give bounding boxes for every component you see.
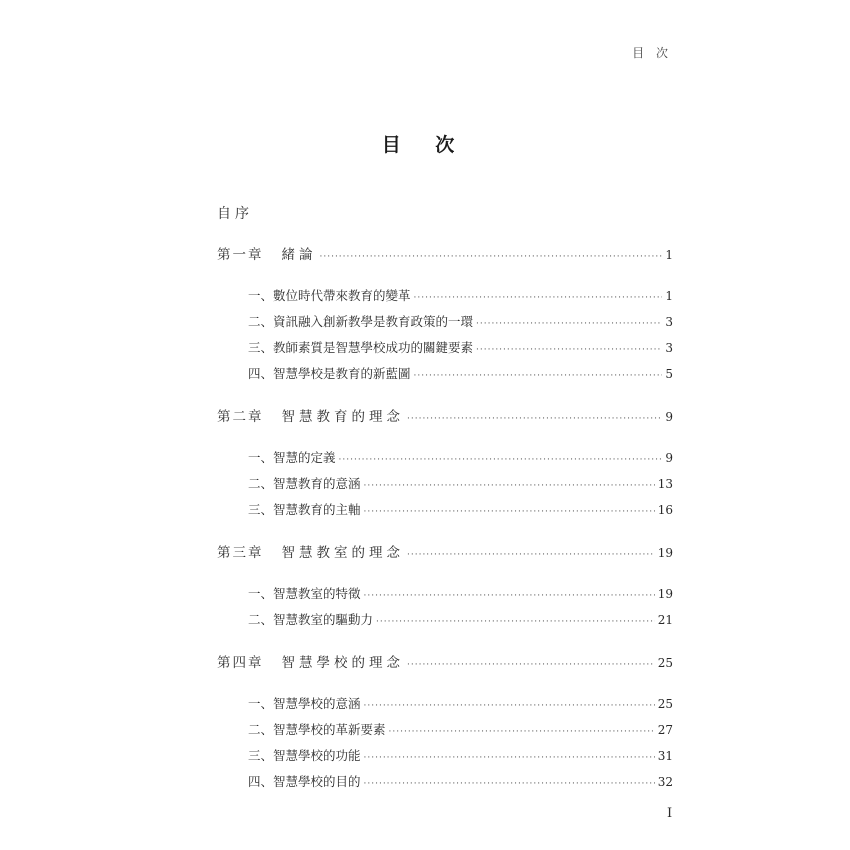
dot-leader <box>364 499 655 525</box>
toc-chapter-4 <box>217 652 673 795</box>
section-entry <box>217 283 673 309</box>
section-label: 一、智慧教室的特徵 <box>248 586 361 601</box>
section-page-number: 13 <box>657 477 673 491</box>
dot-leader <box>407 544 655 566</box>
dot-leader <box>364 583 655 609</box>
section-entry <box>217 769 673 795</box>
section-label: 四、智慧學校是教育的新藍圖 <box>248 366 411 381</box>
section-entry <box>217 361 673 387</box>
dot-leader <box>364 771 655 797</box>
section-entry <box>217 743 673 769</box>
dot-leader <box>414 363 663 389</box>
section-page-number: 25 <box>657 697 673 711</box>
section-page-number: 27 <box>657 723 673 737</box>
section-page-number: 3 <box>665 315 673 329</box>
dot-leader <box>407 408 662 430</box>
section-entry <box>217 471 673 497</box>
section-entry <box>217 717 673 743</box>
section-page-number: 1 <box>665 289 673 303</box>
chapter-entry <box>217 542 673 564</box>
table-of-contents <box>217 203 673 814</box>
chapter-entry <box>217 652 673 674</box>
page-folio: I <box>667 806 673 821</box>
section-entry <box>217 691 673 717</box>
dot-leader <box>476 337 662 363</box>
toc-preface: 自序 <box>217 206 253 222</box>
chapter-number: 第三章 <box>217 545 264 561</box>
chapter-page-number: 9 <box>665 410 673 424</box>
section-label: 三、智慧學校的功能 <box>248 748 361 763</box>
dot-leader <box>364 693 655 719</box>
section-page-number: 21 <box>657 613 673 627</box>
section-label: 一、智慧的定義 <box>248 450 336 465</box>
section-label: 三、智慧教育的主軸 <box>248 502 361 517</box>
section-page-number: 19 <box>657 587 673 601</box>
toc-chapter-3 <box>217 542 673 633</box>
section-entry <box>217 309 673 335</box>
chapter-name: 智慧教室的理念 <box>281 545 404 561</box>
chapter-name: 緒論 <box>281 247 317 263</box>
section-page-number: 5 <box>665 367 673 381</box>
section-label: 二、智慧學校的革新要素 <box>248 722 386 737</box>
page-title: 目 次 <box>381 134 469 156</box>
dot-leader <box>389 719 655 745</box>
section-entry <box>217 445 673 471</box>
running-header: 目 次 <box>632 46 672 60</box>
section-page-number: 9 <box>665 451 673 465</box>
section-label: 三、教師素質是智慧學校成功的關鍵要素 <box>248 340 474 355</box>
section-page-number: 32 <box>657 775 673 789</box>
section-page-number: 3 <box>665 341 673 355</box>
dot-leader <box>320 246 663 268</box>
chapter-entry <box>217 406 673 428</box>
section-label: 二、資訊融入創新教學是教育政策的一環 <box>248 314 474 329</box>
section-label: 二、智慧教室的驅動力 <box>248 612 374 627</box>
chapter-page-number: 19 <box>657 546 673 560</box>
chapter-entry <box>217 244 673 266</box>
chapter-number: 第一章 <box>217 247 264 263</box>
dot-leader <box>376 609 655 635</box>
chapter-page-number: 1 <box>665 248 673 262</box>
toc-chapter-2 <box>217 406 673 523</box>
chapter-number: 第四章 <box>217 655 264 671</box>
dot-leader <box>364 473 655 499</box>
section-entry <box>217 335 673 361</box>
dot-leader <box>407 654 655 676</box>
chapter-number: 第二章 <box>217 409 264 425</box>
chapter-name: 智慧學校的理念 <box>281 655 404 671</box>
toc-chapter-1 <box>217 244 673 387</box>
dot-leader <box>414 285 663 311</box>
dot-leader <box>339 447 663 473</box>
section-label: 四、智慧學校的目的 <box>248 774 361 789</box>
section-page-number: 31 <box>657 749 673 763</box>
section-entry <box>217 607 673 633</box>
section-entry <box>217 581 673 607</box>
chapter-name: 智慧教育的理念 <box>281 409 404 425</box>
chapter-page-number: 25 <box>657 656 673 670</box>
section-label: 二、智慧教育的意涵 <box>248 476 361 491</box>
section-page-number: 16 <box>657 503 673 517</box>
section-entry <box>217 497 673 523</box>
dot-leader <box>364 745 655 771</box>
section-label: 一、智慧學校的意涵 <box>248 696 361 711</box>
section-label: 一、數位時代帶來教育的變革 <box>248 288 411 303</box>
dot-leader <box>476 311 662 337</box>
